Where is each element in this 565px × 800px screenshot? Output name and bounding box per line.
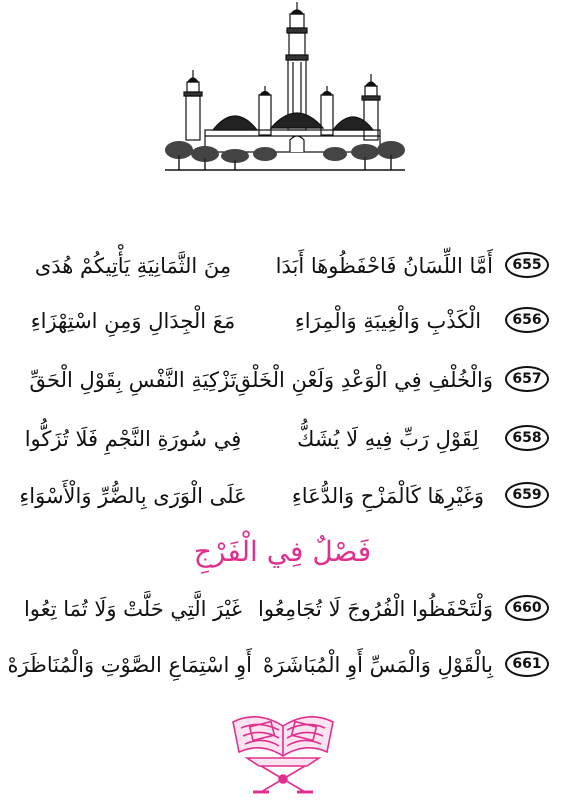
verse-number-badge: 657 [505,366,549,392]
verse-row [0,421,565,461]
verse-second-hemistich: مَعَ الْجِدَالِ وَمِنِ اسْتِهْزَاءِ [30,309,236,333]
verse-row [0,248,565,288]
verse-row [0,647,565,687]
verse-number-badge: 656 [505,307,549,333]
quran-on-stand-icon [227,700,339,796]
verse-number-badge: 661 [505,651,549,677]
verse-second-hemistich: تَزْكِيَةِ النَّفْسِ بِقَوْلِ الْحَقِّ [29,368,237,392]
verse-row [0,362,565,402]
verse-first-hemistich: أَمَّا اللِّسَانُ فَاحْفَظُوهَا أَبَدَا [275,254,493,278]
verse-second-hemistich: عَلَى الْوَرَى بِالضُّرِّ وَالْأَسْوَاءِ [19,484,247,508]
verse-row [0,303,565,343]
verse-number-badge: 658 [505,425,549,451]
verse-first-hemistich: وَغَيْرِهَا كَالْمَزْحِ وَالدُّعَاءِ [291,484,485,508]
verse-second-hemistich: أَوِ اسْتِمَاعِ الصَّوْتِ وَالْمُنَاظَرَهْ [7,653,252,677]
verse-second-hemistich: فِي سُورَةِ النَّجْمِ فَلَا تُزَكُّوا [24,427,242,451]
verse-number-badge: 655 [505,252,549,278]
verse-second-hemistich: غَيْرَ الَّتِي حَلَّتْ وَلَا تُمَا تِعُوا [23,597,243,621]
verse-first-hemistich: وَلْتَحْفَظُوا الْفُرُوجَ لَا تُجَامِعُوا [258,597,493,621]
verse-first-hemistich: وَالْخُلْفِ فِي الْوَعْدِ وَلَعْنِ الْخَلْقِ [234,368,493,392]
section-title: فَصْلٌ فِي الْفَرْجِ [193,535,372,568]
verse-number-badge: 659 [505,482,549,508]
verse-number-badge: 660 [505,595,549,621]
verse-first-hemistich: لِقَوْلِ رَبِّ فِيهِ لَا يُشَكُّ [297,427,479,451]
mosque-illustration [165,0,405,175]
verse-row [0,591,565,631]
verse-row [0,478,565,518]
verse-first-hemistich: بِالْقَوْلِ وَالْمَسِّ أَوِ الْمُبَاشَرَهْ [263,653,493,677]
verse-first-hemistich: الْكَذْبِ وَالْغِيبَةِ وَالْمِرَاءِ [294,309,482,333]
verse-second-hemistich: مِنَ الثَّمَانِيَةِ يَأْتِيكُمْ هُدَى [34,254,232,278]
